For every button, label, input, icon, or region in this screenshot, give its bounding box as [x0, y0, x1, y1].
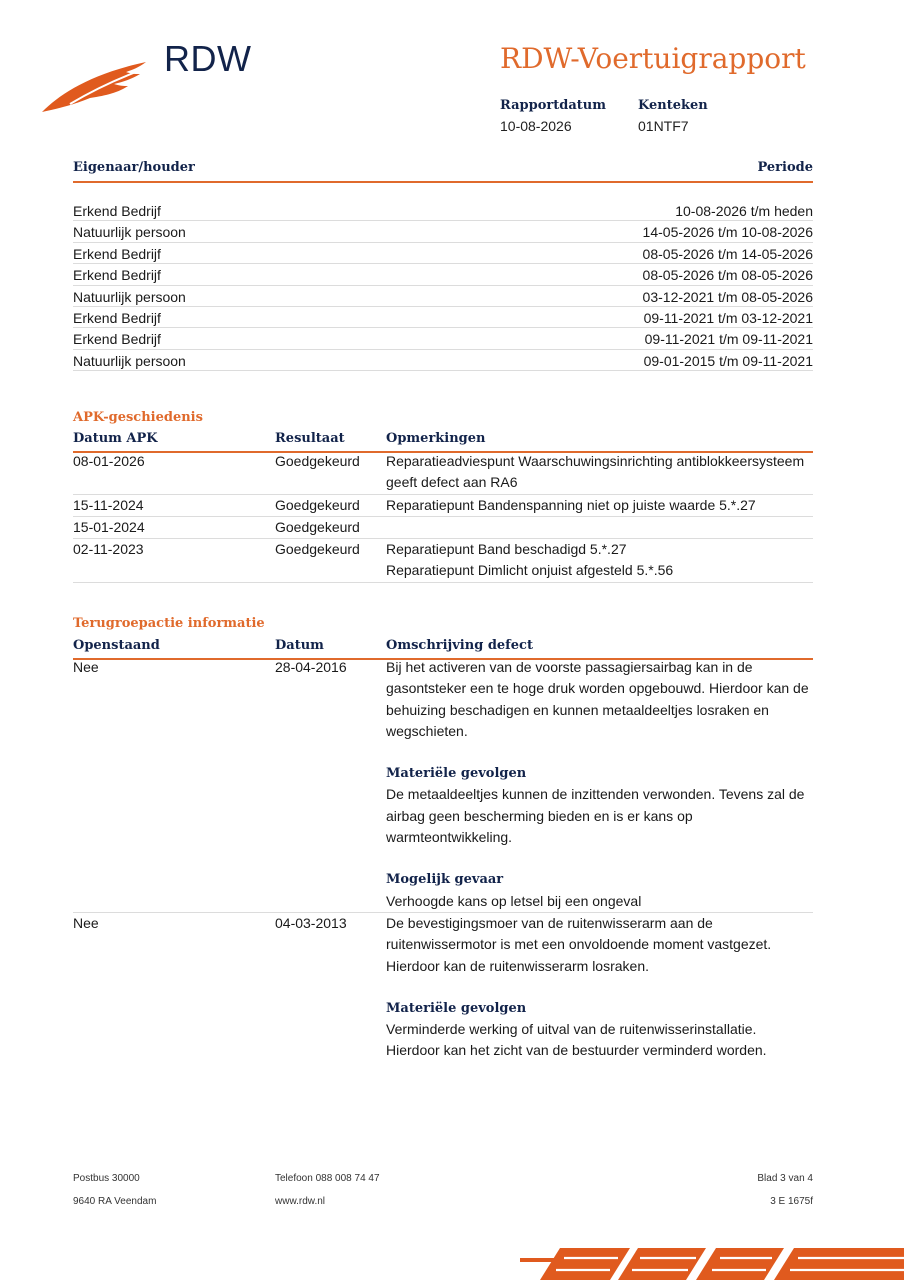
- owner-cell: Erkend Bedrijf: [73, 309, 161, 326]
- report-title: RDW-Voertuigrapport: [500, 42, 806, 75]
- consequences-text: Verminderde werking of uitval van de ruitenwisserinstallatie. Hierdoor kan het zicht van de bestuurder verminderd worden.: [386, 1021, 767, 1059]
- recall-description: De bevestigingsmoer van de ruitenwisserarm aan de ruitenwissermotor is met een onvoldoende moment vastgezet. Hierdoor kan de ruitenwisserarm losraken.: [386, 914, 772, 974]
- recall-description: Bij het activeren van de voorste passagiersairbag kan in de gasontsteker een te hoge druk worden opgebouwd. Hierdoor kan de behuizing beschadigen en kunnen metaaldeeltjes losraken en wegschieten.: [386, 659, 809, 739]
- owner-cell: Erkend Bedrijf: [73, 267, 161, 284]
- table-row: [73, 495, 813, 517]
- apk-result-cell: Goedgekeurd: [275, 453, 360, 469]
- table-row: [73, 243, 813, 264]
- table-row: [73, 451, 813, 495]
- table-row: [73, 913, 813, 1062]
- period-cell: 08-05-2026 t/m 14-05-2026: [642, 245, 813, 262]
- owner-cell: Natuurlijk persoon: [73, 352, 186, 369]
- owner-column-header: Eigenaar/houder: [73, 160, 195, 175]
- apk-result-cell: Goedgekeurd: [275, 496, 360, 513]
- table-row: [73, 307, 813, 328]
- footer-phone: Telefoon 088 008 74 47: [275, 1173, 380, 1184]
- apk-date-cell: 08-01-2026: [73, 453, 145, 469]
- table-row: [73, 286, 813, 307]
- apk-section-title: APK-geschiedenis: [73, 410, 203, 425]
- logo-text: RDW: [164, 38, 252, 79]
- recall-desc-header: Omschrijving defect: [386, 638, 533, 653]
- apk-date-header: Datum APK: [73, 431, 158, 446]
- apk-remarks-header: Opmerkingen: [386, 431, 486, 446]
- apk-remark: Reparatiepunt Dimlicht onjuist afgesteld 5.*.56: [386, 562, 674, 579]
- consequences-label: Materiële gevolgen: [386, 1000, 527, 1016]
- plate-number: 01NTF7: [638, 118, 689, 134]
- recall-table: [73, 657, 813, 1062]
- period-cell: 09-01-2015 t/m 09-11-2021: [643, 352, 813, 369]
- owner-cell: Natuurlijk persoon: [73, 288, 186, 305]
- plate-label: Kenteken: [638, 98, 708, 113]
- rdw-logo-icon: [40, 56, 150, 116]
- period-column-header: Periode: [757, 160, 813, 175]
- apk-result-cell: Goedgekeurd: [275, 541, 360, 558]
- apk-remark: Reparatiepunt Band beschadigd 5.*.27: [386, 541, 627, 558]
- table-row: [73, 264, 813, 285]
- footer-page: Blad 3 van 4: [757, 1173, 813, 1184]
- apk-result-cell: Goedgekeurd: [275, 518, 360, 535]
- apk-date-cell: 15-11-2024: [73, 496, 144, 513]
- owner-cell: Erkend Bedrijf: [73, 203, 161, 219]
- footer-postbus: Postbus 30000: [73, 1173, 140, 1184]
- footer-stripes-icon: [520, 1244, 904, 1280]
- apk-table-header: [73, 431, 813, 453]
- owner-table: [73, 200, 813, 371]
- apk-remark: Reparatiepunt Bandenspanning niet op juiste waarde 5.*.27: [386, 496, 756, 513]
- owner-table-header: [73, 160, 813, 183]
- recall-date-header: Datum: [275, 638, 324, 653]
- recall-open-cell: Nee: [73, 659, 99, 675]
- period-cell: 03-12-2021 t/m 08-05-2026: [642, 288, 813, 305]
- table-row: [73, 350, 813, 371]
- recall-open-cell: Nee: [73, 914, 99, 931]
- table-row: [73, 517, 813, 539]
- danger-label: Mogelijk gevaar: [386, 872, 504, 888]
- table-row: [73, 657, 813, 913]
- period-cell: 09-11-2021 t/m 09-11-2021: [644, 331, 813, 348]
- recall-date-cell: 28-04-2016: [275, 659, 347, 675]
- table-row: [73, 200, 813, 221]
- report-date: 10-08-2026: [500, 118, 572, 134]
- period-cell: 14-05-2026 t/m 10-08-2026: [642, 224, 813, 241]
- report-date-label: Rapportdatum: [500, 98, 606, 113]
- consequences-label: Materiële gevolgen: [386, 766, 527, 782]
- recall-section-title: Terugroepactie informatie: [73, 616, 265, 631]
- period-cell: 10-08-2026 t/m heden: [675, 203, 813, 219]
- footer-web: www.rdw.nl: [275, 1196, 326, 1207]
- apk-remark: Reparatieadviespunt Waarschuwingsinrichting antiblokkeersysteem geeft defect aan RA6: [386, 453, 805, 491]
- recall-date-cell: 04-03-2013: [275, 914, 347, 931]
- apk-table: [73, 451, 813, 583]
- footer-code: 3 E 1675f: [770, 1196, 813, 1207]
- period-cell: 08-05-2026 t/m 08-05-2026: [642, 267, 813, 284]
- table-row: [73, 328, 813, 349]
- apk-date-cell: 15-01-2024: [73, 518, 145, 535]
- table-row: [73, 539, 813, 583]
- period-cell: 09-11-2021 t/m 03-12-2021: [643, 309, 813, 326]
- owner-cell: Erkend Bedrijf: [73, 245, 161, 262]
- table-row: [73, 221, 813, 242]
- apk-result-header: Resultaat: [275, 431, 345, 446]
- apk-date-cell: 02-11-2023: [73, 541, 144, 558]
- danger-text: Verhoogde kans op letsel bij een ongeval: [386, 892, 642, 909]
- recall-open-header: Openstaand: [73, 638, 160, 653]
- owner-cell: Natuurlijk persoon: [73, 224, 186, 241]
- consequences-text: De metaaldeeltjes kunnen de inzittenden verwonden. Tevens zal de airbag geen bescherming bieden en is er kans op warmteontwikkeling.: [386, 786, 805, 846]
- footer-city: 9640 RA Veendam: [73, 1196, 157, 1207]
- owner-cell: Erkend Bedrijf: [73, 331, 161, 348]
